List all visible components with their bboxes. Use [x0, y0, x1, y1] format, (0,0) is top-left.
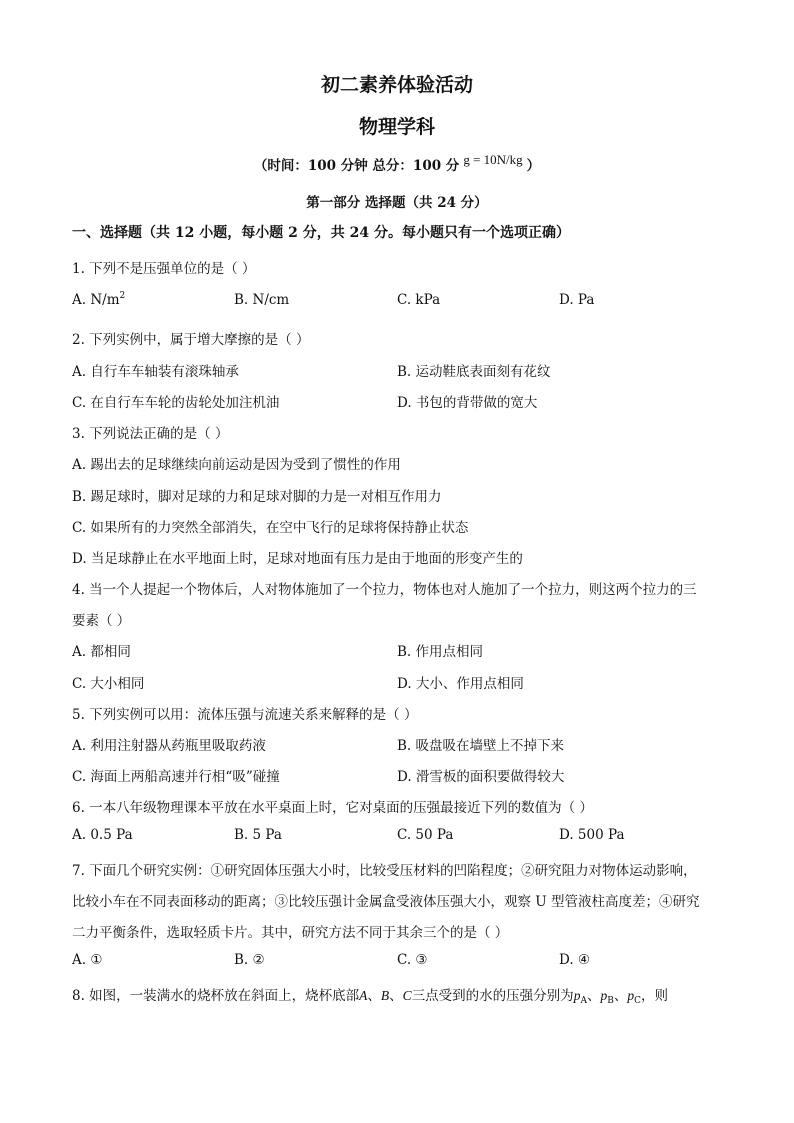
question-6-stem: 6. 一本八年级物理课本平放在水平桌面上时，它对桌面的压强最接近下列的数值为（ ）: [72, 800, 593, 816]
q8-stem-middle: 三点受到的水的压强分别为: [411, 988, 574, 1004]
time-score-line: [0, 154, 794, 174]
q8-subscript-b: B: [607, 996, 614, 1006]
q1-option-c: C. kPa: [397, 292, 441, 308]
q8-subscript-a: A: [580, 996, 587, 1006]
q3-option-b: B. 踢足球时，脚对足球的力和足球对脚的力是一对相互作用力: [72, 489, 442, 505]
q1-option-b: B. N/cm: [234, 292, 290, 308]
section-heading: 一、选择题（共 12 小题，每小题 2 分，共 24 分。每小题只有一个选项正确）: [72, 225, 570, 241]
q6-option-a: A. 0.5 Pa: [72, 827, 133, 843]
question-5-stem: 5. 下列实例可以用：流体压强与流速关系来解释的是（ ）: [72, 707, 418, 723]
q7-option-c: C. ③: [397, 952, 428, 968]
q2-option-d: D. 书包的背带做的宽大: [397, 395, 538, 411]
q5-option-b: B. 吸盘吸在墙壁上不掉下来: [397, 738, 565, 754]
exam-title: 初二素养体验活动: [320, 74, 473, 96]
q3-option-c: C. 如果所有的力突然全部消失，在空中飞行的足球将保持静止状态: [72, 520, 469, 536]
subject-title: 物理学科: [358, 116, 435, 138]
q3-option-a: A. 踢出去的足球继续向前运动是因为受到了惯性的作用: [72, 457, 401, 473]
q5-option-c: C. 海面上两船高速并行相“吸”碰撞: [72, 769, 280, 785]
q3-option-d: D. 当足球静止在水平地面上时，足球对地面有压力是由于地面的形变产生的: [72, 551, 523, 567]
q7-option-d: D. ④: [559, 952, 591, 968]
q6-option-b: B. 5 Pa: [234, 827, 282, 843]
q2-option-a: A. 自行车车轴装有滚珠轴承: [72, 364, 239, 380]
q8-point-b: B: [380, 988, 390, 1003]
q1-option-d: D. Pa: [559, 292, 595, 308]
question-3-stem: 3. 下列说法正确的是（ ）: [72, 426, 229, 442]
question-8-stem: [72, 984, 668, 1004]
question-7-stem-line3: 二力平衡条件，选取轻质卡片。其中，研究方法不同于其余三个的是（ ）: [72, 925, 509, 941]
q8-separator: 、: [367, 988, 381, 1004]
q6-option-c: C. 50 Pa: [397, 827, 454, 843]
q8-stem-end: ，则: [640, 988, 668, 1004]
q7-option-a: A. ①: [72, 952, 103, 968]
q2-option-c: C. 在自行车车轮的齿轮处加注机油: [72, 395, 280, 411]
time-score-text: （时间：100 分钟 总分：100 分: [253, 158, 460, 174]
q6-option-d: D. 500 Pa: [559, 827, 625, 843]
q7-option-b: B. ②: [234, 952, 265, 968]
q4-option-b: B. 作用点相同: [397, 644, 484, 660]
q2-option-b: B. 运动鞋底表面刻有花纹: [397, 364, 551, 380]
q4-option-c: C. 大小相同: [72, 676, 145, 692]
q8-separator: 、: [586, 988, 601, 1004]
q8-point-a: A: [359, 988, 368, 1003]
q4-option-a: A. 都相同: [72, 644, 131, 660]
q4-option-d: D. 大小、作用点相同: [397, 676, 524, 692]
q1-option-a-exponent: 2: [119, 291, 126, 301]
q5-option-a: A. 利用注射器从药瓶里吸取药液: [72, 738, 266, 754]
question-7-stem-line2: 比较小车在不同表面移动的距离；③比较压强计金属盒受液体压强大小，观察 U 型管液柱高度差；④研究: [72, 894, 700, 910]
q5-option-d: D. 滑雪板的面积要做得较大: [397, 769, 565, 785]
part-heading: 第一部分 选择题（共 24 分）: [306, 195, 488, 211]
q8-pressure-symbol: p: [600, 988, 608, 1003]
question-7-stem-line1: 7. 下面几个研究实例：①研究固体压强大小时，比较受压材料的凹陷程度；②研究阻力对物体运动影响，: [72, 863, 697, 879]
q8-subscript-c: C: [634, 996, 641, 1006]
q8-stem-start: 8. 如图，一装满水的烧杯放在斜面上，烧杯底部: [72, 988, 360, 1004]
q8-point-c: C: [402, 988, 412, 1003]
gravity-constant: g = 10N/kg: [463, 152, 523, 167]
question-4-stem-line2: 要素（ ）: [72, 613, 131, 629]
q1-option-a: [72, 292, 125, 308]
q8-pressure-symbol: p: [573, 988, 581, 1003]
q1-option-a-text: A. N/m: [72, 292, 120, 308]
question-2-stem: 2. 下列实例中，属于增大摩擦的是（ ）: [72, 332, 310, 348]
question-1-stem: 1. 下列不是压强单位的是（ ）: [72, 261, 256, 277]
question-4-stem-line1: 4. 当一个人提起一个物体后，人对物体施加了一个拉力，物体也对人施加了一个拉力，则这两个拉力的三: [72, 582, 697, 598]
q8-separator: 、: [613, 988, 628, 1004]
q8-pressure-symbol: p: [627, 988, 635, 1003]
close-paren: ）: [526, 158, 541, 174]
q8-separator: 、: [389, 988, 403, 1004]
